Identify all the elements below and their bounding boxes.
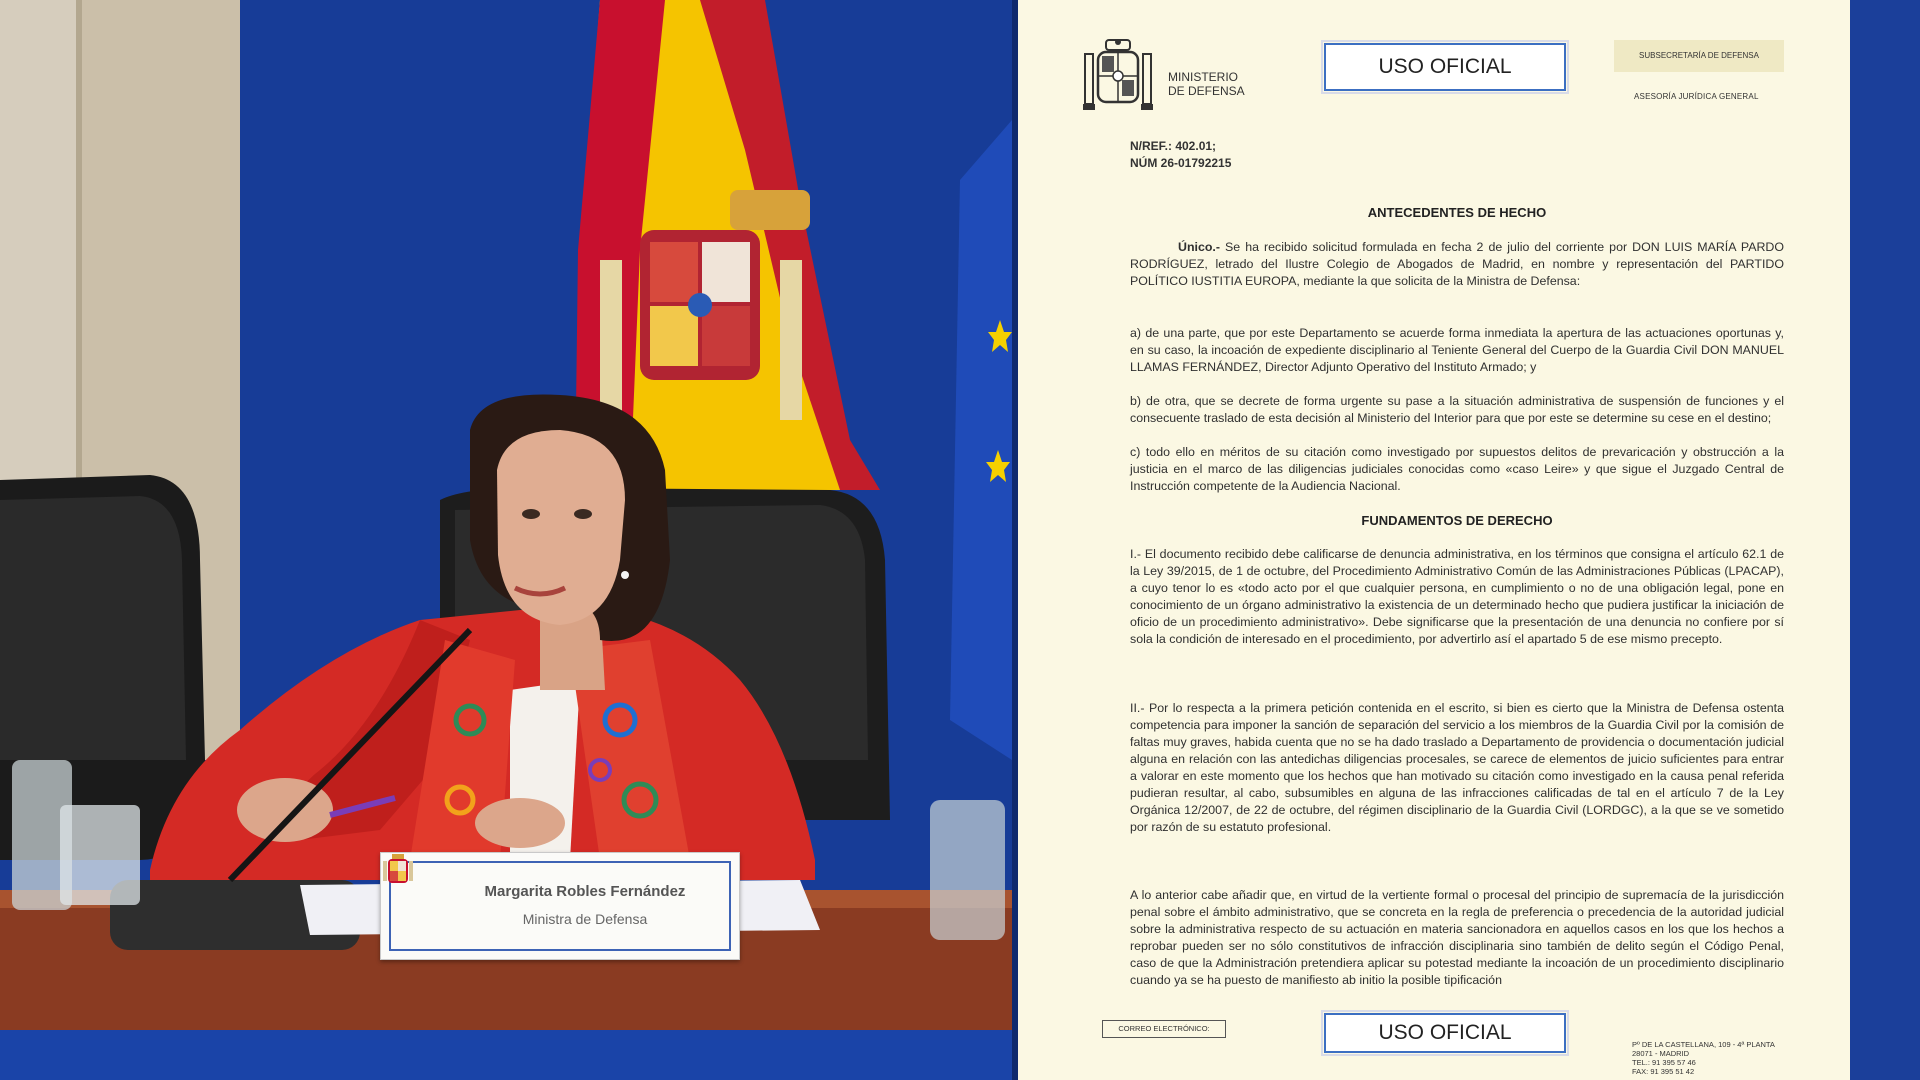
earring [621,571,629,579]
official-document [1018,0,1850,1080]
subsecretaria-label: SUBSECRETARÍA DE DEFENSA [1614,40,1784,72]
blue-chair-foreground [0,1030,1012,1080]
nameplate [380,852,740,960]
face [497,430,625,625]
ref-line1: N/REF.: 402.01; [1130,139,1217,153]
paragraph-ii: II.- Por lo respecta a la primera petición contenida en el escrito, si bien es cierto que la Ministra de Defensa ostenta competencia para imponer la sanción de separación del servicio a los miembros de la Guardia Civil por la comisión de faltas muy graves, habida cuenta que no se ha dado traslado a Departamento de providencia o documentación judicial alguna en relación con las antedichas diligencias procesales, se carece de elementos de juicio suficientes para entrar a valorar en este momento que los hechos que han motivado su citación como investigado en la causa penal referida pudieran resultar, al cabo, subsumibles en alguna de las infracciones calificadas de tal en el artículo 7 de la Ley Orgánica 12/2007, de 22 de octubre, del régimen disciplinario de la Guardia Civil (LORDGC), a la que se ve sometido por razón de su estatuto profesional. [1130,701,1784,834]
heading-fundamentos: FUNDAMENTOS DE DERECHO [1361,513,1553,528]
address-line2: 28071 - MADRID [1632,1049,1690,1058]
heading-antecedentes: ANTECEDENTES DE HECHO [1367,205,1547,220]
background-edge [1850,0,1920,1080]
nameplate-name: Margarita Robles Fernández [484,883,686,900]
uso-oficial-stamp-top: USO OFICIAL [1324,43,1566,91]
right-hand [475,798,565,848]
address-line4: FAX: 91 395 51 42 [1632,1067,1695,1076]
reference-number [1130,138,1231,172]
postal-address [1632,1040,1775,1076]
asesoria-label: ASESORÍA JURÍDICA GENERAL [1634,92,1759,101]
royal-coat-of-arms-icon [1082,38,1154,114]
unico-label: Único.- [1178,240,1220,254]
water-jug-right [930,800,1005,940]
ministry-line1: MINISTERIO [1168,70,1239,84]
item-b: b) de otra, que se decrete de forma urgente su pase a la situación administrativa de suspensión de funciones y el consecuente traslado de esta decisión al Ministerio del Interior para que por este se determine su cese en el destino; [1130,394,1784,425]
email-label: CORREO ELECTRÓNICO: [1102,1020,1226,1038]
water-glass [60,805,140,905]
unico-text: Se ha recibido solicitud formulada en fecha 2 de julio del corriente por DON LUIS MARÍA PARDO RODRÍGUEZ, letrado del Ilustre Colegio de Abogados de Madrid, en nombre y representación del PARTIDO POLÍTICO IUSTITIA EUROPA, mediante la que solicita de la Ministra de Defensa: [1130,240,1784,288]
item-a: a) de una parte, que por este Departamento se acuerde forma inmediata la apertura de las actuaciones oportunas y, en su caso, la incoación de expediente disciplinario al Teniente General del Cuerpo de la Guardia Civil DON MANUEL LLAMAS FERNÁNDEZ, Director Adjunto Operativo del Instituto Armado; y [1130,326,1784,374]
paragraph-iii: A lo anterior cabe añadir que, en virtud de la vertiente formal o procesal del principio de supremacía de la jurisdicción penal sobre el ámbito administrativo, que se concreta en la regla de preferencia o precedencia de la autoridad judicial sobre la administrativa respecto de su actuación en materia sancionadora en aquellos casos en los que los hechos a reprobar pueden ser no sólo constitutivos de infracción disciplinaria sino también de delito según el Código Penal, caso de que la Administración pretendiera aplicar su potestad mediante la incoación de un procedimiento disciplinario cuando ya se ha puesto de manifiesto ab initio la posible tipificación [1130,888,1784,987]
ministry-line2: DE DEFENSA [1168,84,1245,98]
item-c: c) todo ello en méritos de su citación como investigado por supuestos delitos de prevaricación y obstrucción a la justicia en el marco de las diligencias judiciales conocidas como «caso Leire» y que sigue el Juzgado Central de Instrucción competente de la Audiencia Nacional. [1130,445,1784,493]
nameplate-role: Ministra de Defensa [522,911,648,927]
address-line3: TEL.: 91 395 57 46 [1632,1058,1696,1067]
spain-crest-icon [381,853,415,887]
paragraph-unico [1130,239,1784,290]
uso-oficial-stamp-bottom: USO OFICIAL [1324,1013,1566,1053]
ministry-name [1168,70,1245,98]
ref-line2: NÚM 26-01792215 [1130,156,1232,170]
paragraph-i: I.- El documento recibido debe calificarse de denuncia administrativa, en los términos que consigna el artículo 62.1 de la Ley 39/2015, de 1 de octubre, del Procedimiento Administrativo Común de las Administraciones Públicas (LPACAP), a cuyo tenor lo es «todo acto por el que cualquier persona, en cumplimiento o no de una obligación legal, pone en conocimiento de un órgano administrativo la existencia de un determinado hecho que pudiera justificar la iniciación de oficio de un procedimiento administrativo». Debe significarse que la presentación de una denuncia no confiere por sí sola la condición de interesado en el procedimiento, por advertirlo así el apartado 5 de ese mismo precepto. [1130,547,1784,646]
address-line1: Pº DE LA CASTELLANA, 109 - 4ª PLANTA [1632,1040,1775,1049]
